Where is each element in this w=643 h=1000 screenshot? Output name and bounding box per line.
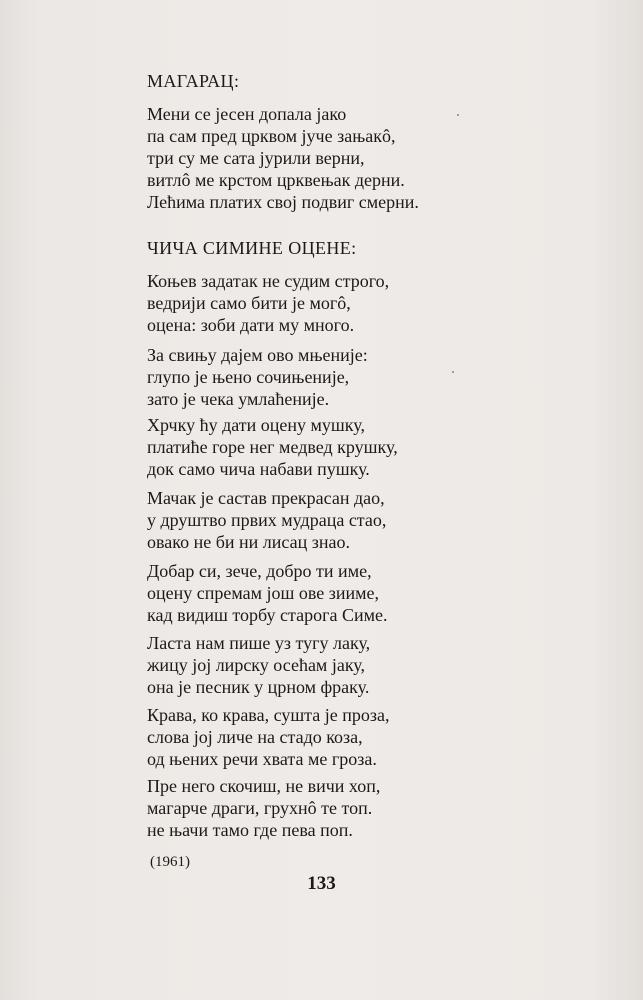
verse-line: слова јој личе на стадо коза, <box>147 727 363 747</box>
verse-line: платиће горе нег медвед крушку, <box>147 437 398 457</box>
verse-line: Ласта нам пише уз тугу лаку, <box>147 633 371 653</box>
stanza-7 <box>147 704 389 770</box>
verse-line: Коњев задатак не судим строго, <box>147 271 390 291</box>
verse-line: док само чича набави пушку. <box>147 459 370 479</box>
poem-title-cica-simine-ocene: ЧИЧА СИМИНЕ ОЦЕНЕ: <box>147 238 357 258</box>
verse-line: ведрији само бити је могô, <box>147 293 351 313</box>
verse-line: зато је чека умлаћеније. <box>147 389 330 409</box>
verse-line: За свињу дајем ово мњеније: <box>147 345 368 365</box>
verse-line: Мачак је састав прекрасан дао, <box>147 488 385 508</box>
stanza-6 <box>147 632 370 698</box>
verse-line: Хрчку ћу дати оцену мушку, <box>147 415 365 435</box>
verse-line: Добар си, зече, добро ти име, <box>147 561 372 581</box>
poem-title-magarac: МАГАРАЦ: <box>147 71 240 91</box>
verse-line: магарче драги, грухнô те топ. <box>147 798 373 818</box>
paper-speck <box>452 371 454 373</box>
page-number: 133 <box>307 873 336 894</box>
verse-line: Лећима платих свој подвиг смерни. <box>147 192 419 212</box>
verse-line: Пре него скочиш, не вичи хоп, <box>147 776 381 796</box>
verse-line: оцену спремам још ове зииме, <box>147 583 380 603</box>
verse-line: Мени се јесен допала јако <box>147 104 347 124</box>
verse-line: овако не би ни лисац знао. <box>147 532 350 552</box>
stanza-4 <box>147 487 386 553</box>
stanza-8 <box>147 775 380 841</box>
verse-line: она је песник у црном фраку. <box>147 677 370 697</box>
stanza-1 <box>147 270 389 336</box>
paper-speck <box>457 114 459 116</box>
verse-line: глупо је њено сочињеније, <box>147 367 350 387</box>
stanza-3 <box>147 414 398 480</box>
verse-line: у друштво првих мудраца стао, <box>147 510 387 530</box>
verse-line: оцена: зоби дати му много. <box>147 315 355 335</box>
verse-line: кад видиш торбу старога Симе. <box>147 605 388 625</box>
verse-line: па сам пред црквом јуче зањакô, <box>147 126 396 146</box>
stanza-2 <box>147 344 368 410</box>
poem-year: (1961) <box>150 854 190 870</box>
stanza-magarac <box>147 103 419 213</box>
verse-line: Крава, ко крава, сушта је проза, <box>147 705 390 725</box>
verse-line: три су ме сата јурили верни, <box>147 148 365 168</box>
verse-line: не њачи тамо где пева поп. <box>147 820 353 840</box>
verse-line: витлô ме крстом црквењак дерни. <box>147 170 405 190</box>
verse-line: жицу јој лирску осећам јаку, <box>147 655 366 675</box>
verse-line: од њених речи хвата ме гроза. <box>147 749 377 769</box>
stanza-5 <box>147 560 387 626</box>
